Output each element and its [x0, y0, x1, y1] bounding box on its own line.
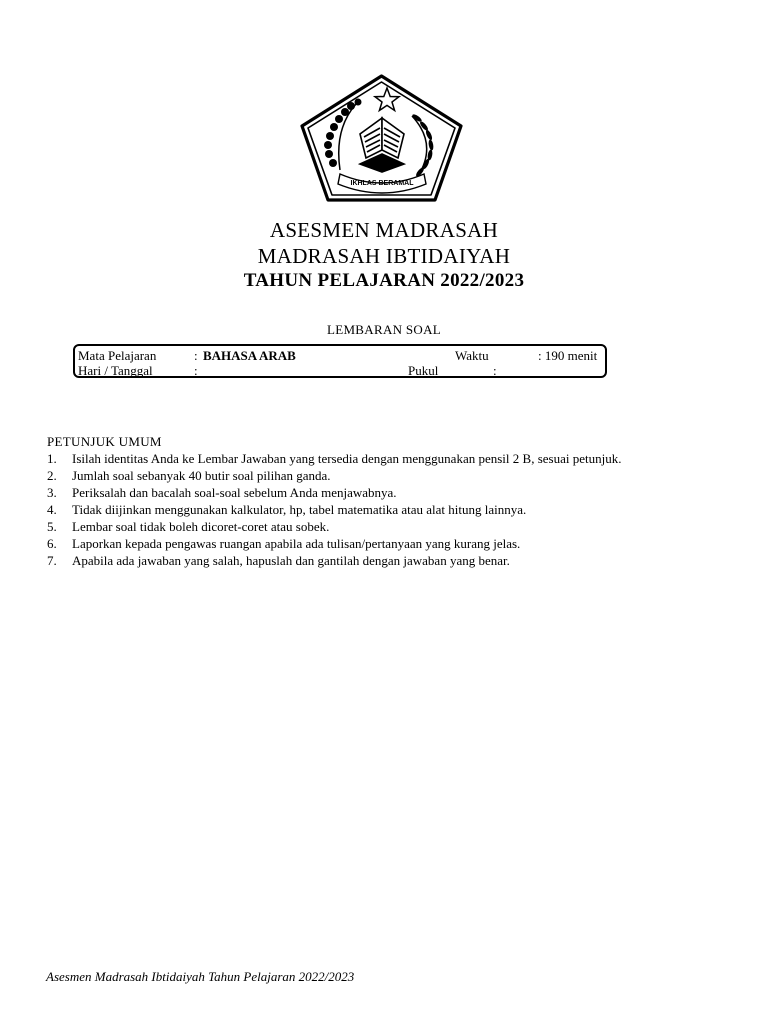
title-line-2: MADRASAH IBTIDAIYAH	[257, 244, 511, 268]
title-line-1: ASESMEN MADRASAH	[269, 218, 499, 242]
document-subtitle: LEMBARAN SOAL	[326, 322, 442, 337]
clock-colon: :	[493, 363, 497, 378]
list-item: 5. Lembar soal tidak boleh dicoret-coret atau sobek.	[47, 519, 330, 534]
instructions-heading: PETUNJUK UMUM	[47, 434, 162, 449]
list-item: 3. Periksalah dan bacalah soal-soal sebelum Anda menjawabnya.	[47, 485, 397, 500]
subject-label: Mata Pelajaran	[78, 348, 157, 363]
page-footer: Asesmen Madrasah Ibtidaiyah Tahun Pelajaran 2022/2023	[46, 969, 355, 984]
day-date-colon: :	[194, 363, 198, 378]
logo-motto-text: IKHLAS BERAMAL	[350, 180, 414, 187]
time-value: : 190 menit	[538, 348, 598, 363]
title-year: TAHUN PELAJARAN 2022/2023	[243, 270, 525, 291]
time-label: Waktu	[455, 348, 489, 363]
instructions-list	[47, 451, 621, 570]
day-date-label: Hari / Tanggal	[78, 363, 153, 378]
subject-value: BAHASA ARAB	[203, 348, 296, 363]
identity-box	[73, 344, 607, 378]
list-item: 6. Laporkan kepada pengawas ruangan apabila ada tulisan/pertanyaan yang kurang jelas.	[47, 536, 521, 551]
list-item: 4. Tidak diijinkan menggunakan kalkulator, hp, tabel matematika atau alat hitung lainnya.	[47, 502, 527, 517]
list-item: 7. Apabila ada jawaban yang salah, hapuslah dan gantilah dengan jawaban yang benar.	[47, 553, 510, 568]
clock-label: Pukul	[408, 363, 439, 378]
list-item: 2. Jumlah soal sebanyak 40 butir soal pilihan ganda.	[47, 468, 331, 483]
ministry-emblem-logo	[300, 74, 463, 202]
subject-colon: :	[194, 348, 198, 363]
list-item: 1. Isilah identitas Anda ke Lembar Jawaban yang tersedia dengan menggunakan pensil 2 B, sesuai petunjuk.	[47, 451, 622, 466]
